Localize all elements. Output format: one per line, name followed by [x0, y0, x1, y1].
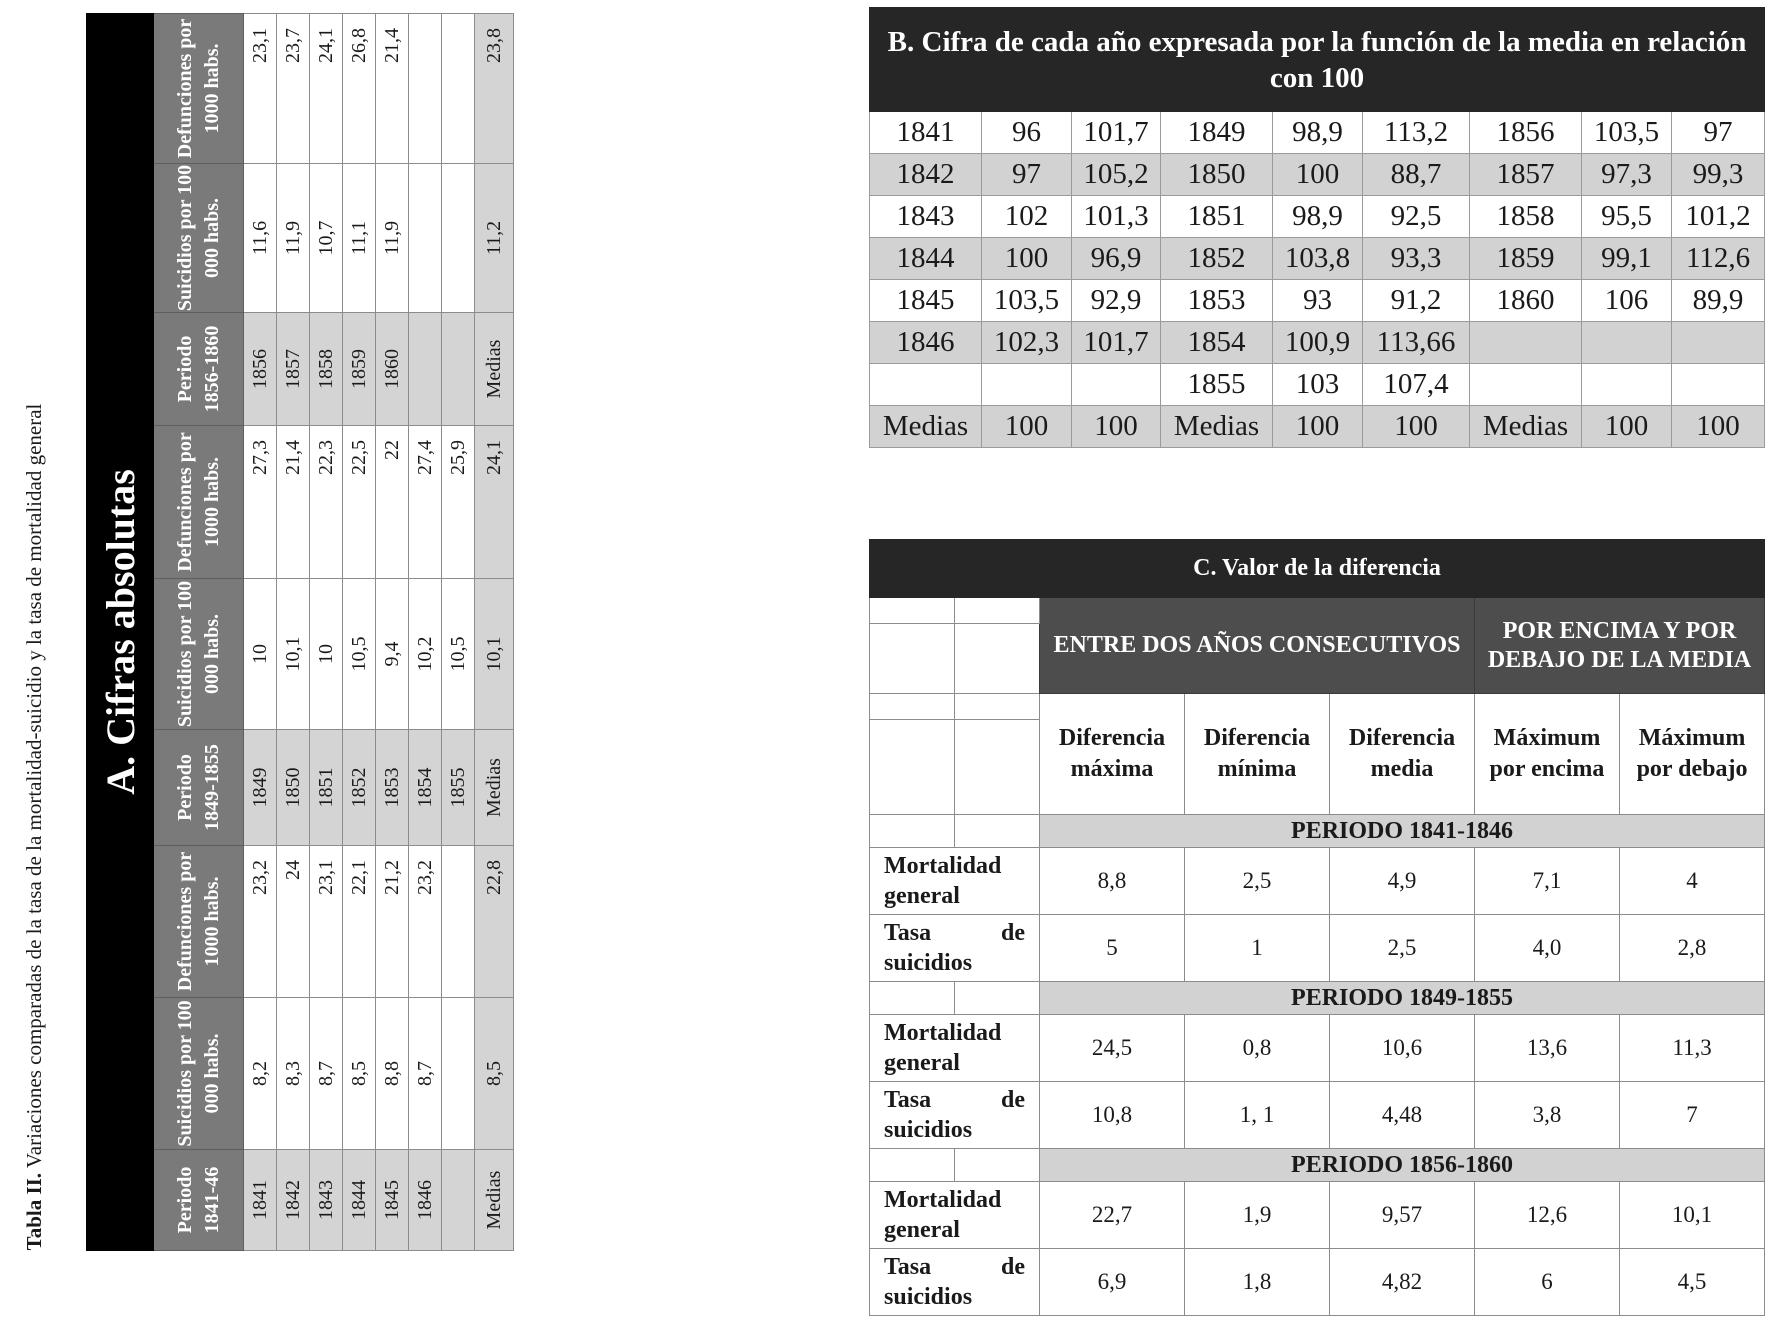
column-header: Defunciones por 1000 habs. [154, 846, 244, 998]
value-cell: 102 [982, 196, 1072, 238]
table-row [244, 13, 277, 1250]
value-cell: 1 [1185, 915, 1330, 982]
value-cell: 21,4 [376, 13, 409, 163]
value-cell: 97 [982, 154, 1072, 196]
row-label-line: suicidios [884, 950, 973, 976]
value-cell: 1,9 [1185, 1182, 1330, 1249]
value-cell: 12,6 [1475, 1182, 1620, 1249]
year-cell [870, 364, 982, 406]
value-cell [1582, 322, 1672, 364]
period-row [870, 1149, 1765, 1182]
value-cell: 95,5 [1582, 196, 1672, 238]
value-cell [409, 13, 442, 163]
group-header-mean: POR ENCIMA Y POR DEBAJO DE LA MEDIA [1475, 598, 1765, 694]
means-label: Medias [475, 1150, 514, 1251]
column-header: Periodo 1856-1860 [154, 313, 244, 426]
value-cell: 100,9 [1273, 322, 1363, 364]
value-cell: 103,5 [1582, 112, 1672, 154]
value-cell: 23,7 [277, 13, 310, 163]
period-row [870, 982, 1765, 1015]
table-b-title: B. Cifra de cada año expresada por la función de la media en relación con 100 [870, 8, 1765, 112]
value-cell: 3,8 [1475, 1082, 1620, 1149]
value-cell: 91,2 [1363, 280, 1470, 322]
value-cell: 107,4 [1363, 364, 1470, 406]
value-cell: 8,7 [310, 998, 343, 1150]
value-cell: 8,8 [1040, 848, 1185, 915]
col-header: Diferencia media [1330, 694, 1475, 815]
table-b-body [870, 112, 1765, 448]
period-title: PERIODO 1849-1855 [1040, 982, 1765, 1015]
year-cell: 1850 [1161, 154, 1273, 196]
year-cell: 1857 [277, 313, 310, 426]
value-cell: 101,7 [1072, 322, 1161, 364]
value-cell: 4,48 [1330, 1082, 1475, 1149]
table-row [870, 112, 1765, 154]
table-row [343, 13, 376, 1250]
year-cell: Medias [870, 406, 982, 448]
table-a-title: A. Cifras absolutas [87, 13, 154, 1250]
col-header: Diferencia máxima [1040, 694, 1185, 815]
value-cell: 100 [1072, 406, 1161, 448]
value-cell: 96,9 [1072, 238, 1161, 280]
row-label-line: Tasa de [884, 1087, 1025, 1113]
suicide-rate-row [870, 915, 1765, 982]
value-cell [409, 164, 442, 313]
value-cell: 99,3 [1672, 154, 1765, 196]
table-caption [20, 389, 82, 1265]
value-cell: 10 [244, 579, 277, 730]
table-b-relative-figures [869, 7, 1764, 448]
mortality-row [870, 1015, 1765, 1082]
value-cell: 23,2 [244, 846, 277, 998]
year-cell: 1846 [409, 1150, 442, 1251]
column-header: Defunciones por 1000 habs. [154, 13, 244, 163]
value-cell: 4 [1620, 848, 1765, 915]
value-cell: 9,57 [1330, 1182, 1475, 1249]
value-cell: 27,3 [244, 426, 277, 579]
blank-cell [955, 598, 1040, 624]
means-value: 11,2 [475, 164, 514, 313]
year-cell: 1853 [1161, 280, 1273, 322]
value-cell: 89,9 [1672, 280, 1765, 322]
column-header: Suicidios por 100 000 habs. [154, 164, 244, 313]
col-header: Máximum por encima [1475, 694, 1620, 815]
blank-cell [870, 694, 955, 720]
value-cell: 23,2 [409, 846, 442, 998]
col-header: Diferencia mínima [1185, 694, 1330, 815]
year-cell: 1846 [870, 322, 982, 364]
table-c-title: C. Valor de la diferencia [870, 540, 1765, 598]
year-cell: Medias [1470, 406, 1582, 448]
value-cell: 22,7 [1040, 1182, 1185, 1249]
row-label-line: suicidios [884, 1117, 973, 1143]
group-header-consecutive: ENTRE DOS AÑOS CONSECUTIVOS [1040, 598, 1475, 694]
means-value: 23,8 [475, 13, 514, 163]
value-cell: 101,7 [1072, 112, 1161, 154]
row-label [870, 1249, 1040, 1316]
row-label [870, 915, 1040, 982]
value-cell: 8,8 [376, 998, 409, 1150]
value-cell [442, 164, 475, 313]
value-cell: 0,8 [1185, 1015, 1330, 1082]
year-cell: 1849 [1161, 112, 1273, 154]
year-cell: 1849 [244, 730, 277, 846]
value-cell: 106 [1582, 280, 1672, 322]
value-cell: 10,2 [409, 579, 442, 730]
value-cell: 112,6 [1672, 238, 1765, 280]
value-cell: 8,3 [277, 998, 310, 1150]
value-cell: 10,5 [442, 579, 475, 730]
value-cell: 88,7 [1363, 154, 1470, 196]
year-cell: 1845 [870, 280, 982, 322]
table-row [409, 13, 442, 1250]
value-cell: 1, 1 [1185, 1082, 1330, 1149]
year-cell: 1845 [376, 1150, 409, 1251]
means-label: Medias [475, 313, 514, 426]
value-cell: 26,8 [343, 13, 376, 163]
value-cell: 100 [1363, 406, 1470, 448]
value-cell: 23,1 [244, 13, 277, 163]
year-cell: 1843 [310, 1150, 343, 1251]
value-cell: 6 [1475, 1249, 1620, 1316]
value-cell: 101,3 [1072, 196, 1161, 238]
value-cell: 4,5 [1620, 1249, 1765, 1316]
value-cell: 1,8 [1185, 1249, 1330, 1316]
value-cell: 22 [376, 426, 409, 579]
value-cell: 10,7 [310, 164, 343, 313]
value-cell: 98,9 [1273, 196, 1363, 238]
value-cell: 10,8 [1040, 1082, 1185, 1149]
year-cell: 1841 [870, 112, 982, 154]
value-cell: 10,1 [1620, 1182, 1765, 1249]
value-cell [1672, 364, 1765, 406]
value-cell [442, 13, 475, 163]
value-cell: 97,3 [1582, 154, 1672, 196]
value-cell: 100 [982, 406, 1072, 448]
table-row [870, 364, 1765, 406]
value-cell: 10,1 [277, 579, 310, 730]
value-cell: 21,4 [277, 426, 310, 579]
value-cell: 97 [1672, 112, 1765, 154]
row-label-line: general [884, 1217, 960, 1243]
year-cell: 1854 [409, 730, 442, 846]
year-cell: 1842 [870, 154, 982, 196]
value-cell: 7 [1620, 1082, 1765, 1149]
value-cell: 99,1 [1582, 238, 1672, 280]
value-cell: 100 [1582, 406, 1672, 448]
table-c-difference-values [869, 539, 1764, 1316]
value-cell: 8,7 [409, 998, 442, 1150]
value-cell: 100 [1672, 406, 1765, 448]
blank-cell [870, 982, 955, 1015]
blank-cell [955, 720, 1040, 815]
value-cell: 98,9 [1273, 112, 1363, 154]
value-cell: 11,6 [244, 164, 277, 313]
value-cell: 100 [1273, 406, 1363, 448]
means-row [475, 13, 514, 1250]
means-value: 24,1 [475, 426, 514, 579]
row-label-line: suicidios [884, 1284, 973, 1310]
value-cell: 93 [1273, 280, 1363, 322]
mortality-row [870, 848, 1765, 915]
value-cell: 113,66 [1363, 322, 1470, 364]
means-label: Medias [475, 730, 514, 846]
table-a-absolute-figures [86, 14, 529, 1251]
row-label [870, 1182, 1040, 1249]
value-cell: 5 [1040, 915, 1185, 982]
row-label [870, 1015, 1040, 1082]
year-cell: 1856 [1470, 112, 1582, 154]
column-header: Suicidios por 100 000 habs. [154, 579, 244, 730]
year-cell: 1855 [1161, 364, 1273, 406]
value-cell: 113,2 [1363, 112, 1470, 154]
period-title: PERIODO 1841-1846 [1040, 815, 1765, 848]
value-cell: 100 [1273, 154, 1363, 196]
year-cell: 1857 [1470, 154, 1582, 196]
column-header: Periodo 1849-1855 [154, 730, 244, 846]
table-row [870, 238, 1765, 280]
table-row [870, 280, 1765, 322]
value-cell: 22,3 [310, 426, 343, 579]
row-label-line: Mortalidad [884, 1187, 1002, 1213]
blank-cell [955, 815, 1040, 848]
means-value: 8,5 [475, 998, 514, 1150]
year-cell [1470, 322, 1582, 364]
column-header: Periodo 1841-46 [154, 1150, 244, 1251]
blank-cell [955, 1149, 1040, 1182]
year-cell: 1860 [376, 313, 409, 426]
value-cell: 103,8 [1273, 238, 1363, 280]
value-cell: 2,5 [1185, 848, 1330, 915]
value-cell: 8,2 [244, 998, 277, 1150]
value-cell: 10 [310, 579, 343, 730]
col-header: Máximum por debajo [1620, 694, 1765, 815]
table-row [376, 13, 409, 1250]
value-cell: 96 [982, 112, 1072, 154]
value-cell: 10,6 [1330, 1015, 1475, 1082]
suicide-rate-row [870, 1082, 1765, 1149]
table-row [310, 13, 343, 1250]
year-cell: 1850 [277, 730, 310, 846]
value-cell: 22,1 [343, 846, 376, 998]
value-cell: 24,5 [1040, 1015, 1185, 1082]
blank-cell [870, 1149, 955, 1182]
year-cell: 1859 [1470, 238, 1582, 280]
value-cell: 102,3 [982, 322, 1072, 364]
value-cell: 8,5 [343, 998, 376, 1150]
value-cell: 4,0 [1475, 915, 1620, 982]
value-cell: 25,9 [442, 426, 475, 579]
means-value: 10,1 [475, 579, 514, 730]
value-cell: 105,2 [1072, 154, 1161, 196]
row-label-line: Tasa de [884, 1254, 1025, 1280]
year-cell: Medias [1161, 406, 1273, 448]
year-cell: 1842 [277, 1150, 310, 1251]
value-cell: 4,9 [1330, 848, 1475, 915]
period-title: PERIODO 1856-1860 [1040, 1149, 1765, 1182]
value-cell [1072, 364, 1161, 406]
year-cell [409, 313, 442, 426]
value-cell: 24,1 [310, 13, 343, 163]
value-cell: 10,5 [343, 579, 376, 730]
value-cell [1582, 364, 1672, 406]
value-cell: 11,1 [343, 164, 376, 313]
row-label-line: Mortalidad [884, 1020, 1002, 1046]
year-cell [442, 1150, 475, 1251]
year-cell [1470, 364, 1582, 406]
value-cell: 11,9 [376, 164, 409, 313]
year-cell: 1851 [310, 730, 343, 846]
table-row [442, 13, 475, 1250]
year-cell: 1853 [376, 730, 409, 846]
value-cell: 6,9 [1040, 1249, 1185, 1316]
row-label [870, 848, 1040, 915]
table-row [870, 196, 1765, 238]
blank-cell [955, 982, 1040, 1015]
value-cell: 11,3 [1620, 1015, 1765, 1082]
table-row [870, 322, 1765, 364]
blank-cell [870, 624, 955, 694]
value-cell [982, 364, 1072, 406]
year-cell: 1854 [1161, 322, 1273, 364]
year-cell: 1852 [343, 730, 376, 846]
year-cell: 1841 [244, 1150, 277, 1251]
year-cell: 1843 [870, 196, 982, 238]
value-cell [1672, 322, 1765, 364]
value-cell: 92,5 [1363, 196, 1470, 238]
column-header: Suicidios por 100 000 habs. [154, 998, 244, 1150]
year-cell [442, 313, 475, 426]
value-cell: 21,2 [376, 846, 409, 998]
row-label-line: general [884, 1050, 960, 1076]
value-cell [442, 846, 475, 998]
row-label-line: Mortalidad [884, 853, 1002, 879]
table-a-header-row [154, 13, 244, 1250]
value-cell: 13,6 [1475, 1015, 1620, 1082]
value-cell: 103,5 [982, 280, 1072, 322]
value-cell: 7,1 [1475, 848, 1620, 915]
year-cell: 1852 [1161, 238, 1273, 280]
row-label-line: Tasa de [884, 920, 1025, 946]
value-cell: 93,3 [1363, 238, 1470, 280]
value-cell: 2,5 [1330, 915, 1475, 982]
year-cell: 1858 [1470, 196, 1582, 238]
value-cell: 11,9 [277, 164, 310, 313]
table-row [870, 154, 1765, 196]
blank-cell [870, 720, 955, 815]
mortality-row [870, 1182, 1765, 1249]
value-cell: 100 [982, 238, 1072, 280]
blank-cell [955, 694, 1040, 720]
year-cell: 1858 [310, 313, 343, 426]
caption-text: Variaciones comparadas de la tasa de la mortalidad-suicidio y la tasa de mortalidad general [22, 403, 46, 1169]
value-cell: 103 [1273, 364, 1363, 406]
year-cell: 1859 [343, 313, 376, 426]
value-cell: 24 [277, 846, 310, 998]
row-label-line: general [884, 883, 960, 909]
value-cell: 4,82 [1330, 1249, 1475, 1316]
blank-cell [955, 624, 1040, 694]
table-row [277, 13, 310, 1250]
value-cell: 22,5 [343, 426, 376, 579]
year-cell: 1856 [244, 313, 277, 426]
blank-cell [870, 598, 955, 624]
year-cell: 1855 [442, 730, 475, 846]
value-cell: 92,9 [1072, 280, 1161, 322]
period-row [870, 815, 1765, 848]
table-c-body [870, 815, 1765, 1316]
caption-label: Tabla II. [22, 1172, 46, 1251]
column-header: Defunciones por 1000 habs. [154, 426, 244, 579]
value-cell: 2,8 [1620, 915, 1765, 982]
year-cell: 1844 [870, 238, 982, 280]
value-cell: 101,2 [1672, 196, 1765, 238]
value-cell: 9,4 [376, 579, 409, 730]
blank-cell [870, 815, 955, 848]
row-label [870, 1082, 1040, 1149]
year-cell: 1851 [1161, 196, 1273, 238]
value-cell [442, 998, 475, 1150]
value-cell: 27,4 [409, 426, 442, 579]
table-a-body [244, 13, 514, 1250]
suicide-rate-row [870, 1249, 1765, 1316]
year-cell: 1844 [343, 1150, 376, 1251]
year-cell: 1860 [1470, 280, 1582, 322]
table-row [870, 406, 1765, 448]
means-value: 22,8 [475, 846, 514, 998]
value-cell: 23,1 [310, 846, 343, 998]
